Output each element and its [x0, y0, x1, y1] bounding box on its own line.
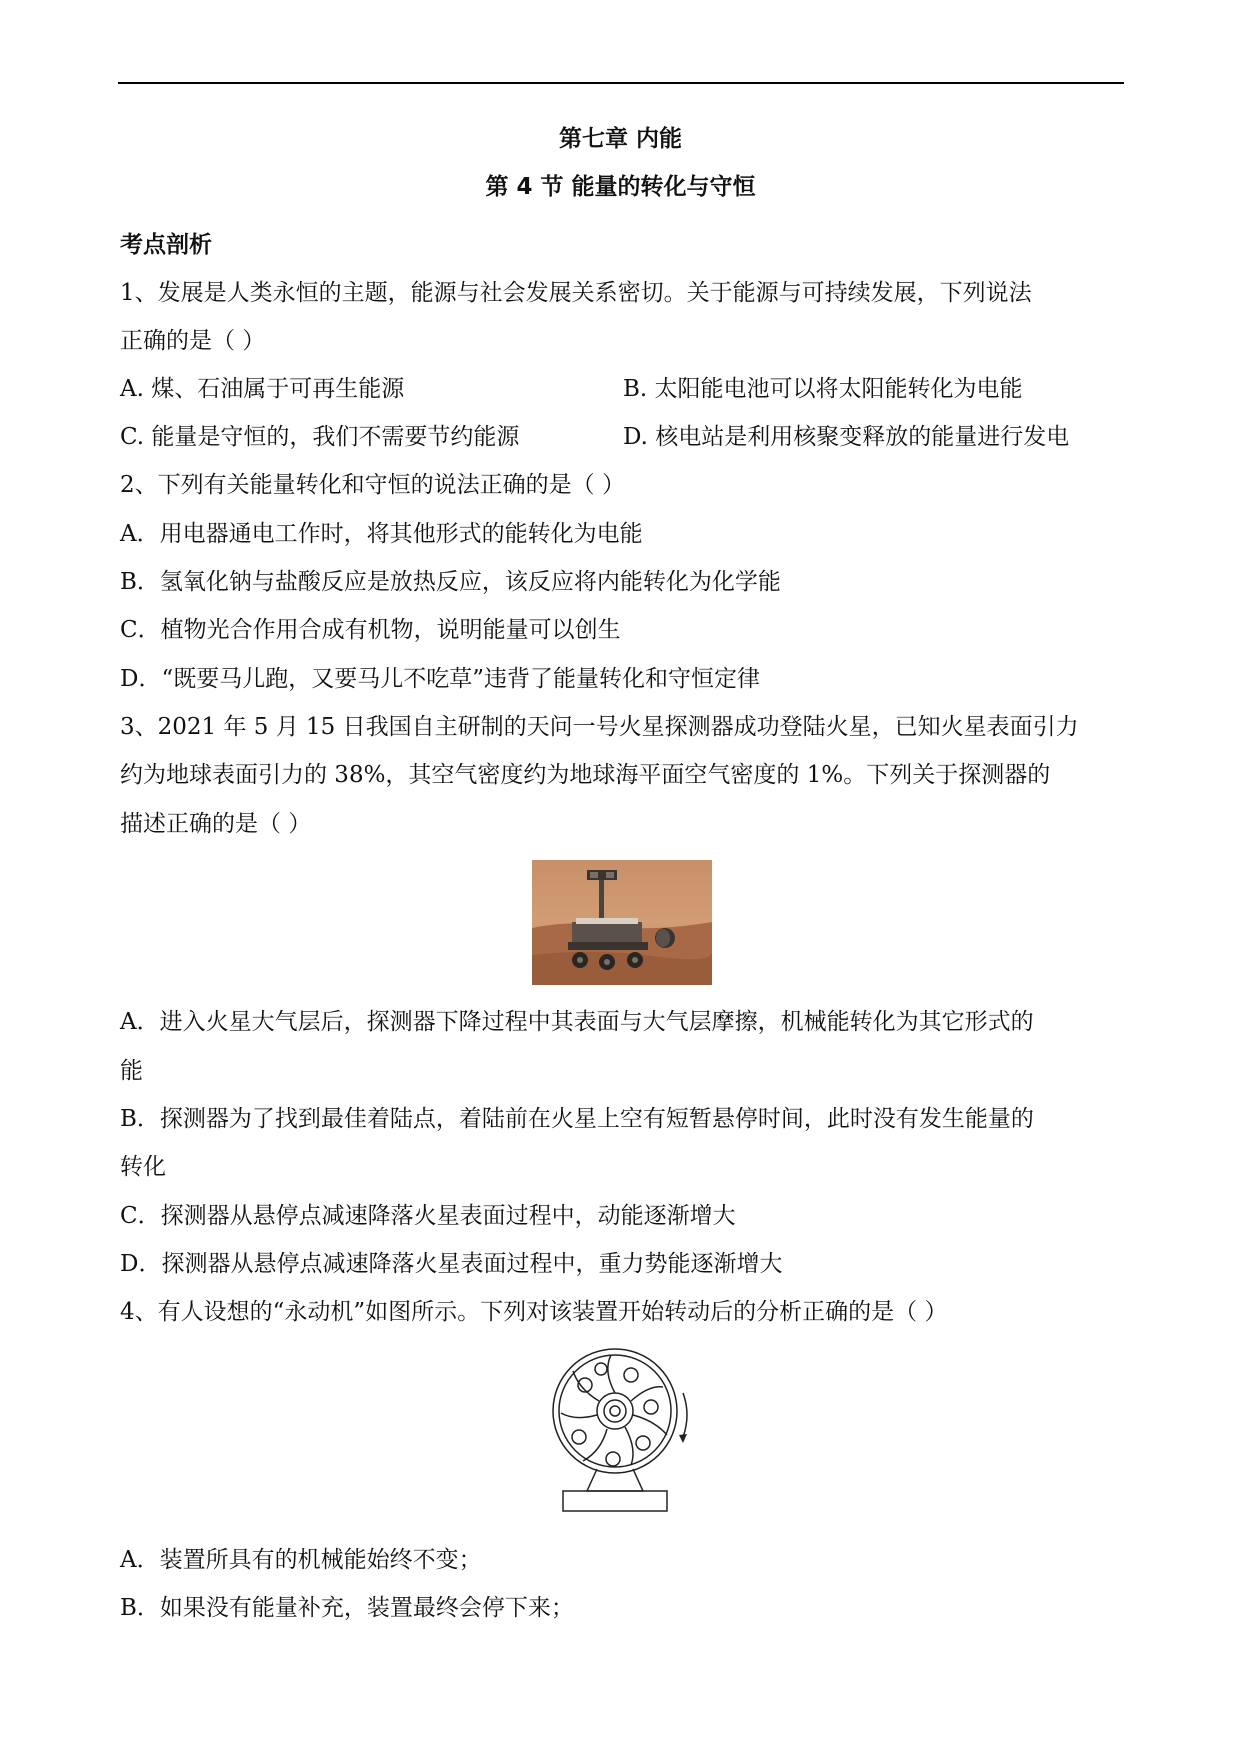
q2-option-c: C．植物光合作用合成有机物，说明能量可以创生: [120, 617, 621, 643]
chapter-title: 第七章 内能: [558, 126, 682, 152]
q3-option-b-line2: 转化: [120, 1154, 166, 1180]
q2-stem: 2、下列有关能量转化和守恒的说法正确的是（ ）: [120, 472, 625, 498]
q3-option-a-line1: A．进入火星大气层后，探测器下降过程中其表面与大气层摩擦，机械能转化为其它形式的: [120, 1009, 1034, 1035]
q4-stem: 4、有人设想的“永动机”如图所示。下列对该装置开始转动后的分析正确的是（ ）: [120, 1299, 948, 1325]
q1-option-a: A. 煤、石油属于可再生能源: [120, 376, 405, 402]
q4-option-a: A．装置所具有的机械能始终不变；: [120, 1547, 482, 1573]
section-title: 第 4 节 能量的转化与守恒: [485, 174, 756, 200]
q3-stem-line2: 约为地球表面引力的 38%，其空气密度约为地球海平面空气密度的 1%。下列关于探测器的: [120, 762, 1051, 788]
q4-option-b: B．如果没有能量补充，装置最终会停下来；: [120, 1595, 574, 1621]
q3-option-c: C．探测器从悬停点减速降落火星表面过程中，动能逐渐增大: [120, 1203, 736, 1229]
q2-option-b: B．氢氧化钠与盐酸反应是放热反应，该反应将内能转化为化学能: [120, 569, 781, 595]
q2-option-a: A．用电器通电工作时，将其他形式的能转化为电能: [120, 521, 643, 547]
mars-rover-photo: [532, 860, 712, 985]
q3-option-b-line1: B．探测器为了找到最佳着陆点，着陆前在火星上空有短暂悬停时间，此时没有发生能量的: [120, 1106, 1034, 1132]
q1-stem-line1: 1、发展是人类永恒的主题，能源与社会发展关系密切。关于能源与可持续发展，下列说法: [120, 280, 1032, 306]
q1-option-c: C. 能量是守恒的，我们不需要节约能源: [120, 424, 520, 450]
perpetual-motion-wheel-figure: [545, 1345, 695, 1515]
q3-stem-line1: 3、2021 年 5 月 15 日我国自主研制的天问一号火星探测器成功登陆火星，已知火星表面引力: [120, 714, 1079, 740]
q2-option-d: D．“既要马儿跑，又要马儿不吃草”违背了能量转化和守恒定律: [120, 666, 760, 692]
q1-option-d: D. 核电站是利用核聚变释放的能量进行发电: [623, 424, 1070, 450]
q3-option-d: D．探测器从悬停点减速降落火星表面过程中，重力势能逐渐增大: [120, 1251, 783, 1277]
q3-stem-line3: 描述正确的是（ ）: [120, 811, 312, 837]
q1-stem-line2: 正确的是（ ）: [120, 328, 266, 354]
header-rule: [118, 82, 1124, 84]
q1-option-b: B. 太阳能电池可以将太阳能转化为电能: [623, 376, 1023, 402]
q3-option-a-line2: 能: [120, 1058, 143, 1084]
section-heading: 考点剖析: [120, 232, 212, 258]
